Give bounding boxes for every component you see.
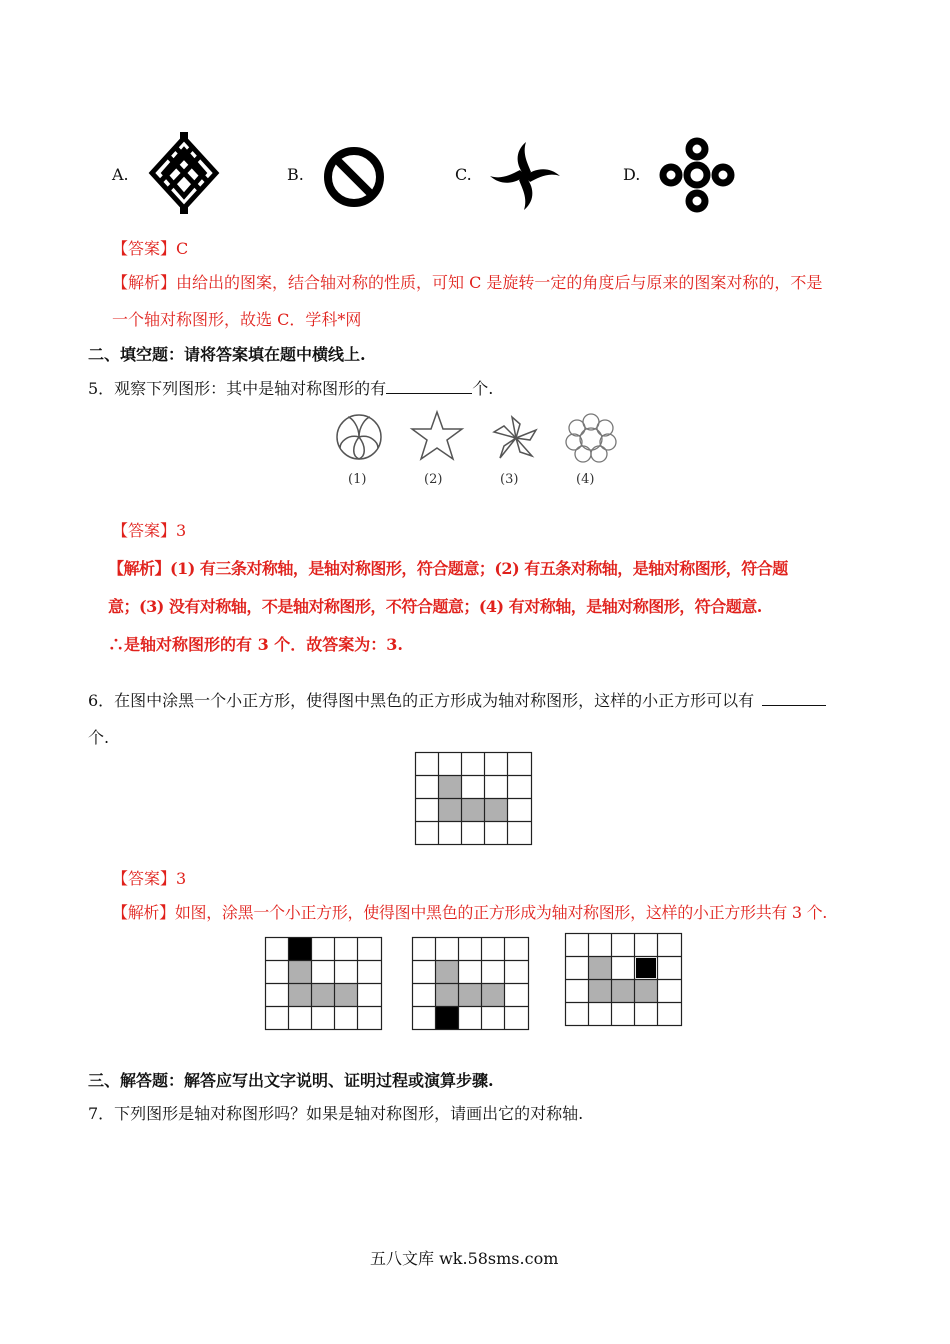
answer-value: 3	[176, 521, 187, 540]
figure-caption: (3)	[500, 472, 519, 487]
answer-tag: 【答案】	[112, 869, 177, 888]
footer-watermark: 五八文库 wk.58sms.com	[370, 1249, 559, 1268]
answer-tag: 【答案】	[112, 521, 177, 540]
analysis-text: (1) 有三条对称轴，是轴对称图形，符合题意；(2) 有五条对称轴，是轴对称图形，符合题	[170, 559, 788, 578]
q5-stem	[88, 376, 493, 399]
q6-answer	[112, 866, 186, 889]
endless-knot-icon	[146, 132, 222, 214]
figure-caption: (2)	[424, 472, 443, 487]
analysis-tag: 【解析】	[112, 273, 177, 292]
solution-grid-3	[565, 933, 683, 1027]
solution-grid-2	[412, 937, 530, 1031]
q6-stem-line2: 个.	[88, 728, 110, 747]
answer-value: 3	[176, 869, 187, 888]
figure-flower	[564, 412, 618, 464]
q5-stem-tail: 个.	[472, 379, 494, 398]
figure-caption: (1)	[348, 472, 367, 487]
q5-analysis-line1	[108, 556, 788, 579]
figure-five-point-star	[410, 410, 464, 462]
option-b-label: B.	[287, 165, 304, 184]
q5-stem-text: 5．观察下列图形：其中是轴对称图形的有	[88, 379, 387, 398]
q6-analysis	[112, 900, 827, 923]
analysis-text: 由给出的图案，结合轴对称的性质，可知 C 是旋转一定的角度后与原来的图案对称的，不是	[176, 273, 823, 292]
prohibition-circle-icon	[320, 144, 388, 210]
option-c-label: C.	[455, 165, 472, 184]
solution-grid-1	[265, 937, 383, 1031]
analysis-text: 如图，涂黑一个小正方形，使得图中黑色的正方形成为轴对称图形，这样的小正方形共有 3 个.	[174, 903, 828, 922]
option-d-label: D.	[623, 165, 641, 184]
q4-analysis-line1	[112, 270, 822, 293]
four-ring-cross-icon	[658, 136, 736, 214]
q5-answer-blank[interactable]	[386, 379, 472, 394]
q6-grid	[415, 752, 533, 846]
answer-value: C	[176, 239, 189, 258]
section2-heading: 二、填空题：请将答案填在题中横线上.	[88, 345, 366, 364]
q5-analysis-line2: 意；(3) 没有对称轴，不是轴对称图形，不符合题意；(4) 有对称轴，是轴对称图形，符合题意.	[108, 597, 762, 616]
q4-answer	[112, 236, 188, 259]
q4-analysis-line2: 一个轴对称图形，故选 C．学科*网	[112, 310, 362, 329]
q6-answer-blank[interactable]	[762, 691, 826, 706]
q5-answer	[112, 518, 186, 541]
q5-analysis-line3: ∴是轴对称图形的有 3 个．故答案为：3.	[108, 635, 403, 654]
figure-caption: (4)	[576, 472, 595, 487]
answer-tag: 【答案】	[112, 239, 177, 258]
figure-circle-three-arcs	[334, 412, 384, 462]
analysis-tag: 【解析】	[108, 559, 171, 578]
option-a-label: A.	[112, 165, 129, 184]
q6-stem-text: 6．在图中涂黑一个小正方形，使得图中黑色的正方形成为轴对称图形，这样的小正方形可以有	[88, 691, 755, 710]
section3-heading: 三、解答题：解答应写出文字说明、证明过程或演算步骤.	[88, 1071, 494, 1090]
q6-stem-line1	[88, 688, 826, 711]
swirl-pinwheel-icon	[486, 138, 564, 214]
figure-pinwheel	[490, 414, 542, 462]
analysis-tag: 【解析】	[112, 903, 175, 922]
q7-stem: 7．下列图形是轴对称图形吗？如果是轴对称图形，请画出它的对称轴.	[88, 1104, 584, 1123]
